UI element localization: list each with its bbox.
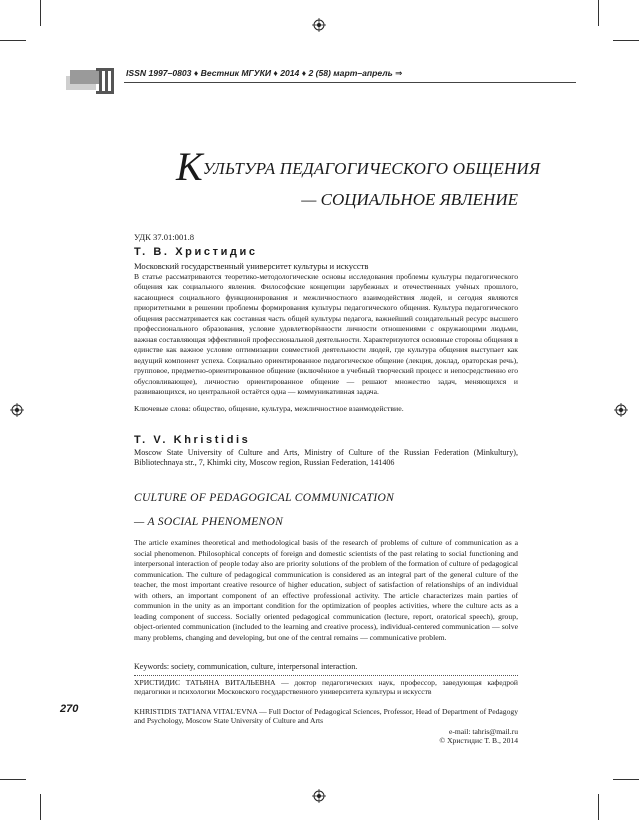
author-footnote-ru: ХРИСТИДИС ТАТЬЯНА ВИТАЛЬЕВНА — доктор педагогических наук, профессор, заведующая кафедрой педагогики и психологии Московского государственного университета культуры и искусств [134,678,518,697]
copyright-notice: © Христидис Т. В., 2014 [439,736,518,745]
crop-mark [40,0,41,26]
crop-mark [40,794,41,820]
keywords-en: Keywords: society, communication, culture, interpersonal interaction. [134,662,358,671]
crop-mark [613,779,639,780]
english-title-line2: — A SOCIAL PHENOMENON [134,516,284,528]
abstract-ru: В статье рассматриваются теоретико-методологические основы исследования проблемы культуры педагогического общения как социального явления. Философские концепции зарубежных и отечественных учёных прошлого, касающиеся социального функционирования и межличностного взаимодействия людей, и сегодня являются приоритетными в решении проблемы формирования культуры педагогического общения. Культура педагогического общения рассматривается как составная часть общей культуры педагога, важнейший созидательный ресурс высшего профессионального образования, условие удовлетворённости личности отношениями с окружающими людьми, важная составляющая эффективной профессиональной деятельности. Характеризуются основные стороны общения в единстве как важное условие оптимизации совместной деятельности людей, где культура общения выступает как ведущий компонент успеха. Социально ориентированное педагогическое общение (лекция, доклад, ораторская речь), групповое, предметно-ориентированное общение (включённое в учебный творческий процесс и непосредственно его обусловливающее), личностно ориентированное общение — решают множество задач, меняющихся и развивающихся, но центральной остаётся одна — коммуникативная задача. [134,272,518,396]
crop-mark [613,40,639,41]
affiliation-ru: Московский государственный университет культуры и искусств [134,261,369,271]
registration-mark-icon [614,403,628,417]
article-title-line1 [176,144,541,189]
crop-mark [598,0,599,26]
author-name-en: T. V. Khristidis [134,434,251,446]
header-rule [124,82,576,83]
page-number: 270 [60,703,79,715]
abstract-en: The article examines theoretical and methodological basis of the research of problems of culture of communication as a social phenomenon. Philosophical concepts of foreign and domestic scientists of the past relating to social functioning and interpersonal interaction of people today also are priority solutions of the problem of the formation of culture of pedagogical communication. The culture of pedagogical communication is considered as an integral part of the general culture of the teacher, the most important creative resource of higher education, subject of satisfaction of relationships of an individual with others, an important component of an effective professional activity. The article characterizes main parties of communion in the unity as an important condition for the optimization of peoples activities, where the culture acts as a leading component of success. Socially oriented pedagogical communication (lecture, report, oratorical speech), group, object-oriented communication (included to the learning and creative process), individual-centered communication — solve many problems, changing and developing, but one of the central remains — communicative problem. [134,538,518,642]
english-title-line1: CULTURE OF PEDAGOGICAL COMMUNICATION [134,492,395,504]
title-line1-text: УЛЬТУРА ПЕДАГОГИЧЕСКОГО ОБЩЕНИЯ [202,159,541,178]
author-footnote-en: KHRISTIDIS TAT'IANA VITAL'EVNA — Full Doctor of Pedagogical Sciences, Professor, Head of Department of Pedagogy and Psychology, Moscow State University of Culture and Arts [134,707,518,726]
journal-logo-icon [66,66,118,96]
keywords-ru: Ключевые слова: общество, общение, культура, межличностное взаимодействие. [134,404,404,413]
crop-mark [0,779,26,780]
registration-mark-icon [312,18,326,32]
journal-header: ISSN 1997–0803 ♦ Вестник МГУКИ ♦ 2014 ♦ 2 (58) март–апрель ⇒ [126,68,403,78]
article-title-line2: — СОЦИАЛЬНОЕ ЯВЛЕНИЕ [301,190,518,209]
footnote-divider [134,675,518,676]
udk-code: УДК 37.01:001.8 [134,232,195,242]
registration-mark-icon [10,403,24,417]
affiliation-en: Moscow State University of Culture and Arts, Ministry of Culture of the Russian Federation (Minkultury), Bibliotechnaya str., 7, Khimki city, Moscow region, Russian Federation, 141406 [134,448,518,467]
author-name-ru: Т. В. Христидис [134,246,258,258]
author-email: e-mail: tahris@mail.ru [449,727,518,736]
crop-mark [598,794,599,820]
registration-mark-icon [312,789,326,803]
crop-mark [0,40,26,41]
title-initial: К [176,144,203,189]
